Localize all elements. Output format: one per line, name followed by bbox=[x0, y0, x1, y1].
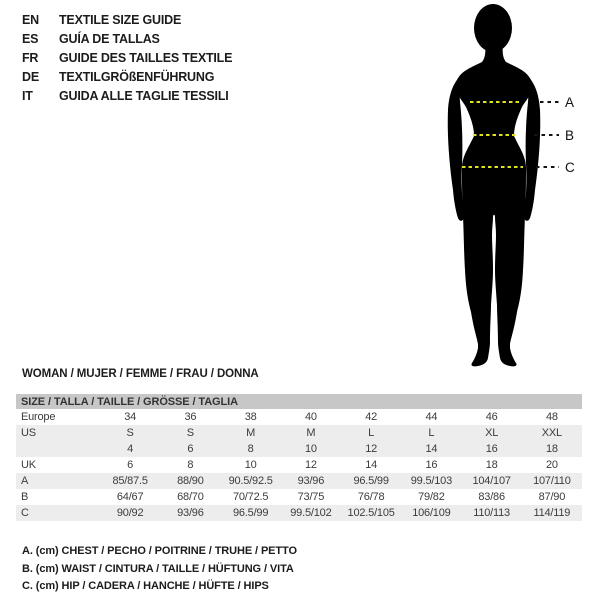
table-cell: 110/113 bbox=[473, 507, 510, 519]
table-cell: 104/107 bbox=[472, 475, 511, 487]
table-row-label: B bbox=[21, 491, 29, 503]
table-cell: 10 bbox=[304, 443, 317, 455]
table-cell: 8 bbox=[187, 459, 194, 471]
language-code: FR bbox=[22, 51, 39, 65]
silhouette-body bbox=[456, 42, 532, 366]
table-cell: 8 bbox=[247, 443, 254, 455]
language-title: TEXTILGRÖßENFÜHRUNG bbox=[59, 70, 215, 84]
table-cell: 4 bbox=[127, 443, 134, 455]
table-row-label: UK bbox=[21, 459, 36, 471]
table-cell: 73/75 bbox=[297, 491, 325, 503]
language-title: GUÍA DE TALLAS bbox=[59, 32, 160, 46]
table-cell: 44 bbox=[425, 411, 438, 423]
table-cell: S bbox=[186, 427, 194, 439]
table-cell: 83/86 bbox=[478, 491, 505, 503]
language-row bbox=[22, 11, 232, 30]
language-title: TEXTILE SIZE GUIDE bbox=[59, 13, 182, 27]
language-row bbox=[22, 68, 232, 87]
table-cell: M bbox=[306, 427, 316, 439]
table-cell: 46 bbox=[485, 411, 498, 423]
table-row bbox=[16, 473, 582, 489]
size-table-header: SIZE / TALLA / TAILLE / GRÖSSE / TAGLIA bbox=[16, 394, 582, 409]
table-cell: 114/119 bbox=[533, 507, 571, 519]
language-code: ES bbox=[22, 32, 39, 46]
table-cell: 16 bbox=[485, 443, 498, 455]
table-row-label: US bbox=[21, 427, 36, 439]
table-cell: 99.5/103 bbox=[410, 475, 452, 487]
language-row bbox=[22, 30, 232, 49]
legend-line: B. (cm) WAIST / CINTURA / TAILLE / HÜFTUNG / VITA bbox=[22, 562, 294, 575]
table-cell: 68/70 bbox=[177, 491, 204, 503]
table-cell: M bbox=[246, 427, 256, 439]
table-cell: 12 bbox=[365, 443, 378, 455]
marker-label-c: C bbox=[565, 160, 575, 175]
language-row bbox=[22, 49, 232, 68]
table-row bbox=[16, 441, 582, 457]
table-row bbox=[16, 489, 582, 505]
table-cell: 40 bbox=[304, 411, 317, 423]
table-row bbox=[16, 457, 582, 473]
table-cell: S bbox=[126, 427, 134, 439]
language-title: GUIDE DES TAILLES TEXTILE bbox=[59, 51, 233, 65]
table-row bbox=[16, 409, 582, 425]
table-cell: 102.5/105 bbox=[347, 507, 395, 519]
woman-silhouette-figure bbox=[400, 0, 600, 375]
table-cell: L bbox=[428, 427, 435, 439]
table-cell: 107/110 bbox=[533, 475, 571, 487]
language-code: DE bbox=[22, 70, 39, 84]
table-cell: 18 bbox=[485, 459, 498, 471]
section-title: WOMAN / MUJER / FEMME / FRAU / DONNA bbox=[22, 368, 259, 380]
table-row-label: A bbox=[21, 475, 29, 487]
language-code: IT bbox=[22, 89, 33, 103]
table-cell: 90/92 bbox=[116, 507, 144, 519]
table-cell: 70/72.5 bbox=[232, 491, 269, 503]
table-row bbox=[16, 425, 582, 441]
size-table bbox=[16, 394, 582, 521]
table-cell: 6 bbox=[127, 459, 134, 471]
table-cell: 76/78 bbox=[357, 491, 385, 503]
legend-line: C. (cm) HIP / CADERA / HANCHE / HÜFTE / HIPS bbox=[22, 580, 269, 592]
table-cell: 14 bbox=[425, 443, 438, 455]
language-list bbox=[22, 11, 232, 106]
table-cell: 16 bbox=[425, 459, 438, 471]
table-cell: XXL bbox=[541, 427, 562, 439]
table-row-label: C bbox=[21, 507, 29, 519]
table-cell: 42 bbox=[365, 411, 378, 423]
table-cell: 99.5/102 bbox=[290, 507, 332, 519]
language-code: EN bbox=[22, 13, 39, 27]
language-title: GUIDA ALLE TAGLIE TESSILI bbox=[59, 89, 229, 103]
table-cell: 85/87.5 bbox=[112, 475, 148, 487]
table-cell: L bbox=[368, 427, 375, 439]
table-cell: 96.5/99 bbox=[353, 475, 389, 487]
table-cell: 36 bbox=[184, 411, 197, 423]
marker-label-b: B bbox=[565, 128, 575, 143]
table-cell: 93/96 bbox=[297, 475, 325, 487]
table-cell: 10 bbox=[244, 459, 257, 471]
table-cell: 6 bbox=[187, 443, 194, 455]
size-table-body bbox=[16, 409, 582, 521]
table-cell: 87/90 bbox=[538, 491, 566, 503]
table-cell: 34 bbox=[124, 411, 137, 423]
table-cell: 93/96 bbox=[177, 507, 204, 519]
table-cell: 14 bbox=[365, 459, 378, 471]
table-cell: 96.5/99 bbox=[232, 507, 269, 519]
measurement-legend bbox=[22, 543, 297, 596]
table-cell: 38 bbox=[244, 411, 257, 423]
table-cell: 106/109 bbox=[412, 507, 451, 519]
legend-line: A. (cm) CHEST / PECHO / POITRINE / TRUHE / PETTO bbox=[22, 545, 297, 557]
silhouette-head bbox=[474, 4, 512, 52]
table-cell: 88/90 bbox=[177, 475, 204, 487]
woman-silhouette-icon bbox=[400, 0, 600, 375]
marker-label-a: A bbox=[565, 95, 575, 110]
table-row-label: Europe bbox=[21, 411, 56, 423]
table-cell: 20 bbox=[545, 459, 558, 471]
table-cell: 12 bbox=[304, 459, 317, 471]
table-row bbox=[16, 505, 582, 521]
table-cell: 90.5/92.5 bbox=[228, 475, 273, 487]
language-row bbox=[22, 87, 232, 106]
table-cell: 18 bbox=[545, 443, 558, 455]
table-cell: 64/67 bbox=[116, 491, 144, 503]
table-cell: 48 bbox=[545, 411, 558, 423]
table-cell: XL bbox=[485, 427, 499, 439]
table-cell: 79/82 bbox=[418, 491, 445, 503]
